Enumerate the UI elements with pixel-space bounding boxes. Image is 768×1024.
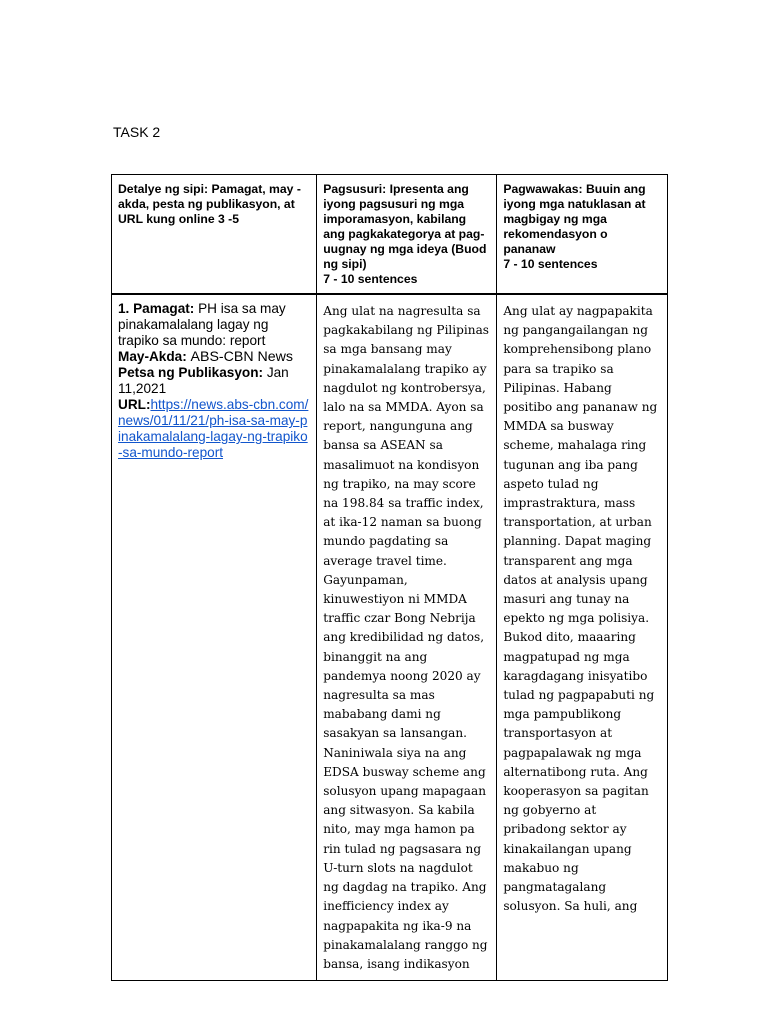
header-cell-details (112, 175, 317, 295)
conclusion-cell (497, 294, 668, 981)
header-cell-conclusion (497, 175, 668, 295)
title-label: 1. Pamagat: (118, 301, 195, 316)
table-row (112, 294, 668, 981)
analysis-text: Ang ulat na nagresulta sa pagkakabilang ng Pilipinas sa mga bansang may pinakamalalang trapiko ay nagdulot ng kontrobersya, lalo na sa MMDA. Ayon sa report, nangunguna ang bansa sa ASEAN sa masalimuot na kondisyon ng trapiko, na may score na 198.84 sa traffic index, at ika-12 naman sa buong mundo pagdating sa average travel time. Gayunpaman, kinuwestiyon ni MMDA traffic czar Bong Nebrija ang kredibilidad ng datos, binanggit na ang pandemya noong 2020 ay nagresulta sa mas mababang dami ng sasakyan sa lansangan. Naniniwala siya na ang EDSA busway scheme ang solusyon upang mapagaan ang sitwasyon. Sa kabila nito, may mga hamon pa rin tulad ng pagsasara ng U-turn slots na nagdulot ng dagdag na trapiko. Ang inefficiency index ay nagpapakita ng ika-9 na pinakamalalang ranggo ng bansa, isang indikasyon (323, 304, 489, 971)
header-conclusion-count: 7 - 10 sentences (503, 257, 598, 271)
header-analysis-text: Pagsusuri: Ipresenta ang iyong pagsusuri ng mga imporamasyon, kabilang ang pagkakategorya at pag-uugnay ng mga ideya (Buod ng sipi) (323, 182, 487, 271)
entry-author: ABS-CBN News (190, 349, 294, 365)
analysis-table (111, 174, 668, 981)
entry-details (118, 301, 310, 461)
conclusion-text: Ang ulat ay nagpapakita ng pangangailangan ng komprehensibong plano para sa trapiko sa Pilipinas. Habang positibo ang pananaw ng MMDA sa busway scheme, mahalaga ring tugunan ang iba pang aspeto tulad ng imprastraktura, mass transportation, at urban planning. Dapat maging transparent ang mga datos at analysis upang masuri ang tunay na epekto ng mga polisiya. Bukod dito, maaaring magpatupad ng mga karagdagang inisyatibo tulad ng pagpapabuti ng mga pampublikong transportasyon at pagpapalawak ng mga alternatibong ruta. Ang kooperasyon sa pagitan ng gobyerno at pribadong sektor ay kinakailangan upang makabuo ng pangmatagalang solusyon. Sa huli, ang (503, 304, 658, 914)
entry-date: Jan 11,2021 (118, 365, 289, 396)
author-label: May-Akda: (118, 349, 187, 364)
entry-details-cell (112, 294, 317, 981)
task-title: TASK 2 (113, 124, 161, 140)
header-details-text: Detalye ng sipi: Pamagat, may - akda, pesta ng publikasyon, at URL kung online 3 -5 (118, 182, 301, 226)
header-conclusion-text: Pagwawakas: Buuin ang iyong mga natuklasan at magbigay ng mga rekomendasyon o pananaw (503, 182, 646, 256)
analysis-cell (317, 294, 497, 981)
url-label: URL: (118, 397, 151, 412)
header-cell-analysis (317, 175, 497, 295)
header-analysis-count: 7 - 10 sentences (323, 272, 418, 286)
table-header-row (112, 175, 668, 295)
date-label: Petsa ng Publikasyon: (118, 365, 264, 380)
entry-title: PH isa sa may pinakamalalang lagay ng trapiko sa mundo: report (118, 301, 286, 348)
entry-url-link[interactable]: https://news.abs-cbn.com/news/01/11/21/ph-isa-sa-may-pinakamalalang-lagay-ng-trapiko-sa-mundo-report (118, 397, 309, 460)
